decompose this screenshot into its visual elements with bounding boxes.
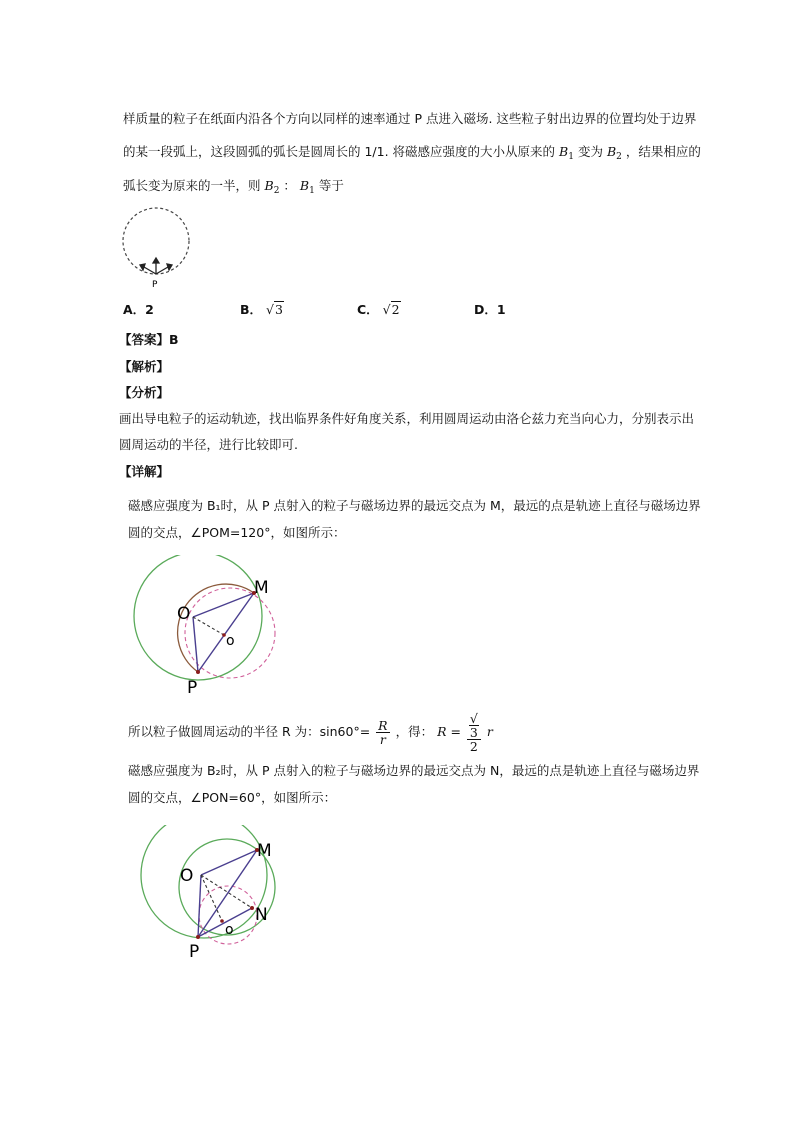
xiangjie-heading: 【详解】 <box>119 464 170 479</box>
fenxi-text-1: 画出导电粒子的运动轨迹，找出临界条件好角度关系，利用圆周运动由洛仑兹力充当向心力，分别表示出 <box>119 411 695 426</box>
problem-line-2 <box>123 144 701 165</box>
fig1-label-p: P <box>187 678 198 698</box>
option-d: D．1 <box>474 302 506 317</box>
fig1-label-o: O <box>177 604 191 624</box>
option-c <box>357 302 401 318</box>
jiexi-heading: 【解析】 <box>119 359 170 374</box>
point-p-2 <box>196 935 200 939</box>
var-b2: $B_2$ <box>606 144 622 162</box>
detail-p1-line2: 圆的交点，∠POM=120°，如图所示： <box>128 525 346 540</box>
formula-r: r <box>486 724 493 739</box>
detail-p1-line1: 磁感应强度为 B₁时，从 P 点射入的粒子与磁场边界的最远交点为 M，最远的点是轨迹上直径与磁场边界 <box>128 498 701 513</box>
fig-label-p: P <box>152 280 158 290</box>
fig2-label-n: N <box>255 905 268 925</box>
detail-p3-line2: 圆的交点，∠PON=60°，如图所示： <box>128 790 337 805</box>
detail-p3-line1: 磁感应强度为 B₂时，从 P 点射入的粒子与磁场边界的最远交点为 N，最远的点是轨迹上直径与磁场边界 <box>128 763 700 778</box>
option-b-label: B． <box>240 302 263 317</box>
problem-line-3 <box>123 178 344 199</box>
problem-line-3-c: 等于 <box>318 178 344 193</box>
fraction-sqrt3-over-2: √ 3 2 <box>467 712 481 753</box>
answer-line: 【答案】B <box>119 332 179 347</box>
problem-line-2-b: 变为 <box>577 144 603 159</box>
problem-line-3-b: ： <box>283 178 296 193</box>
var-b2-ratio: $B_2$ <box>264 178 280 196</box>
formula-r-equals: R = <box>437 724 461 739</box>
detail-p2 <box>128 711 493 754</box>
point-center-2 <box>220 919 224 923</box>
fig1-label-m: M <box>254 578 269 598</box>
point-n <box>250 906 254 910</box>
fig2-label-o: O <box>180 866 194 886</box>
fig2-label-m: M <box>257 841 272 861</box>
problem-figure <box>115 203 200 293</box>
option-c-value: √2 <box>382 302 400 317</box>
problem-line-2-a: 的某一段弧上，这段圆弧的弧长是圆周长的 1/1. 将磁感应强度的大小从原来的 <box>123 144 556 159</box>
line-op <box>193 617 198 672</box>
fraction-r-over-r: $\frac{R}{r}$ <box>378 718 388 747</box>
problem-line-1: 样质量的粒子在纸面内沿各个方向以同样的速率通过 P 点进入磁场. 这些粒子射出边界的位置均处于边界 <box>123 111 697 126</box>
field-boundary-circle <box>134 555 262 680</box>
problem-line-3-a: 弧长变为原来的一半，则 <box>123 178 261 193</box>
fig1-label-center: o <box>226 633 235 649</box>
option-a: A．2 <box>123 302 154 317</box>
problem-line-2-c: ，结果相应的 <box>625 144 701 159</box>
figure-1 <box>128 555 288 700</box>
line-o-center <box>193 617 224 635</box>
fig2-label-p: P <box>189 942 200 962</box>
var-b1-ratio: $B_1$ <box>299 178 315 196</box>
figure-2 <box>128 825 288 965</box>
fig2-label-center: o <box>225 922 234 938</box>
option-c-label: C． <box>357 302 379 317</box>
option-b <box>240 302 284 318</box>
fenxi-text-2: 圆周运动的半径，进行比较即可. <box>119 437 298 452</box>
var-b1: $B_1$ <box>559 144 574 162</box>
option-b-value: √3 <box>266 302 283 317</box>
fenxi-heading: 【分析】 <box>119 385 170 400</box>
detail-p2-a: 所以粒子做圆周运动的半径 R 为：sin60°= <box>128 724 371 739</box>
point-p <box>196 670 200 674</box>
detail-p2-b: ，得： <box>395 724 434 739</box>
